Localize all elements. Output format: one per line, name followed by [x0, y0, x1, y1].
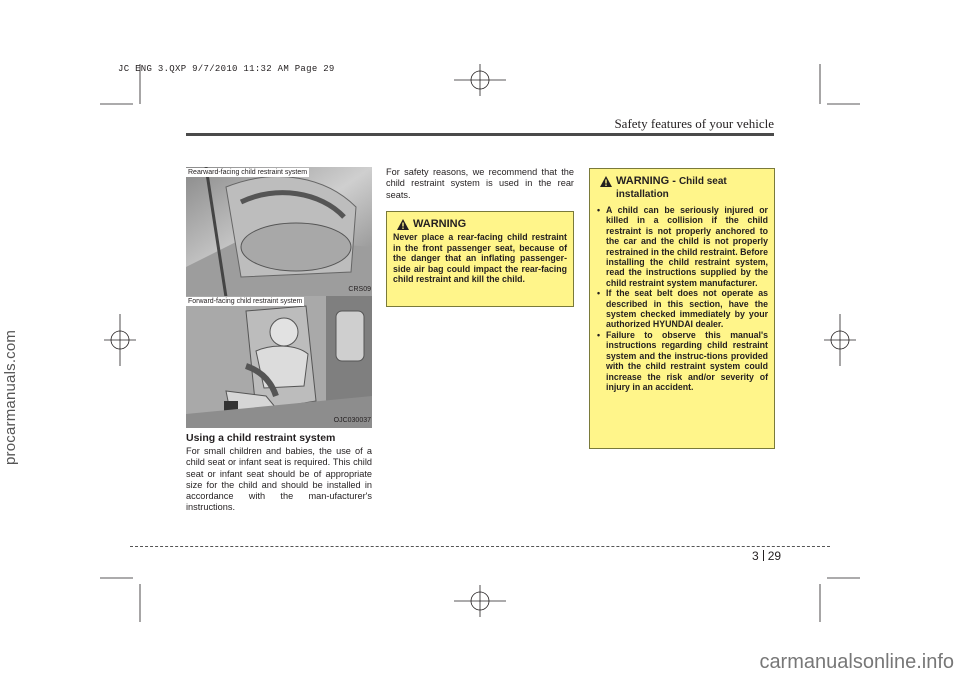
print-slug: JC ENG 3.QXP 9/7/2010 11:32 AM Page 29	[118, 64, 335, 74]
warning-installation-subheading: Child seat installation	[616, 176, 727, 200]
warning-heading	[397, 218, 567, 230]
warning-installation-heading-text: WARNING -	[616, 175, 679, 187]
warning-installation-list	[596, 205, 768, 392]
page-number-value: 29	[767, 549, 782, 563]
figure-caption-rear: Rearward-facing child restraint system	[188, 169, 308, 176]
section-title: Safety features of your vehicle	[614, 116, 774, 131]
warning-text: Never place a rear-facing child restraint in the front passenger seat, because of the danger that an inflating passenger-side air bag could impact the rear-facing child restraint and kill the child.	[393, 232, 567, 285]
page-number	[752, 549, 781, 563]
figure-code-forward: OJC030037	[333, 417, 371, 424]
warning-triangle-icon	[600, 176, 612, 187]
bottom-rule	[130, 546, 830, 547]
warning-installation-heading	[600, 175, 768, 201]
warning-box-installation	[589, 168, 775, 449]
warning-box-rear-facing	[386, 211, 574, 307]
warning-heading-text: WARNING	[413, 218, 467, 230]
using-heading: Using a child restraint system	[186, 432, 336, 444]
figure-caption-forward: Forward-facing child restraint system	[188, 298, 303, 305]
watermark-left: procarmanuals.com	[2, 329, 19, 465]
forward-facing-seat-photo	[186, 296, 372, 428]
list-item: • A child can be seriously injured or killed in a collision if the child restraint is not properly anchored to the car and the child is not properly restrained in the child restraint. Before installing the child restraint system, read the instructions supplied by the child restraint system manufacturer.	[596, 205, 768, 288]
using-paragraph: For small children and babies, the use of a child seat or infant seat is required. This child seat or infant seat should be of appropriate size for the child and should be installed in accordance with the man-ufacturer's instructions.	[186, 446, 372, 513]
page-number-separator	[763, 550, 764, 561]
chapter-number: 3	[752, 549, 759, 563]
warning-triangle-icon	[397, 219, 409, 230]
list-item: • If the seat belt does not operate as described in this section, have the system checked immediately by your authorized HYUNDAI dealer.	[596, 288, 768, 330]
watermark-bottom: carmanualsonline.info	[759, 651, 954, 673]
recommend-paragraph: For safety reasons, we recommend that the child restraint system is used in the rear seats.	[386, 167, 574, 200]
list-item: • Failure to observe this manual's instructions regarding child restraint system and the instruc-tions provided with the child restraint system could increase the risk and/or severity of injury in an accident.	[596, 330, 768, 392]
title-rule	[186, 133, 774, 136]
figure-code-rear: CRS09	[348, 286, 371, 293]
rear-facing-seat-photo	[186, 167, 372, 297]
